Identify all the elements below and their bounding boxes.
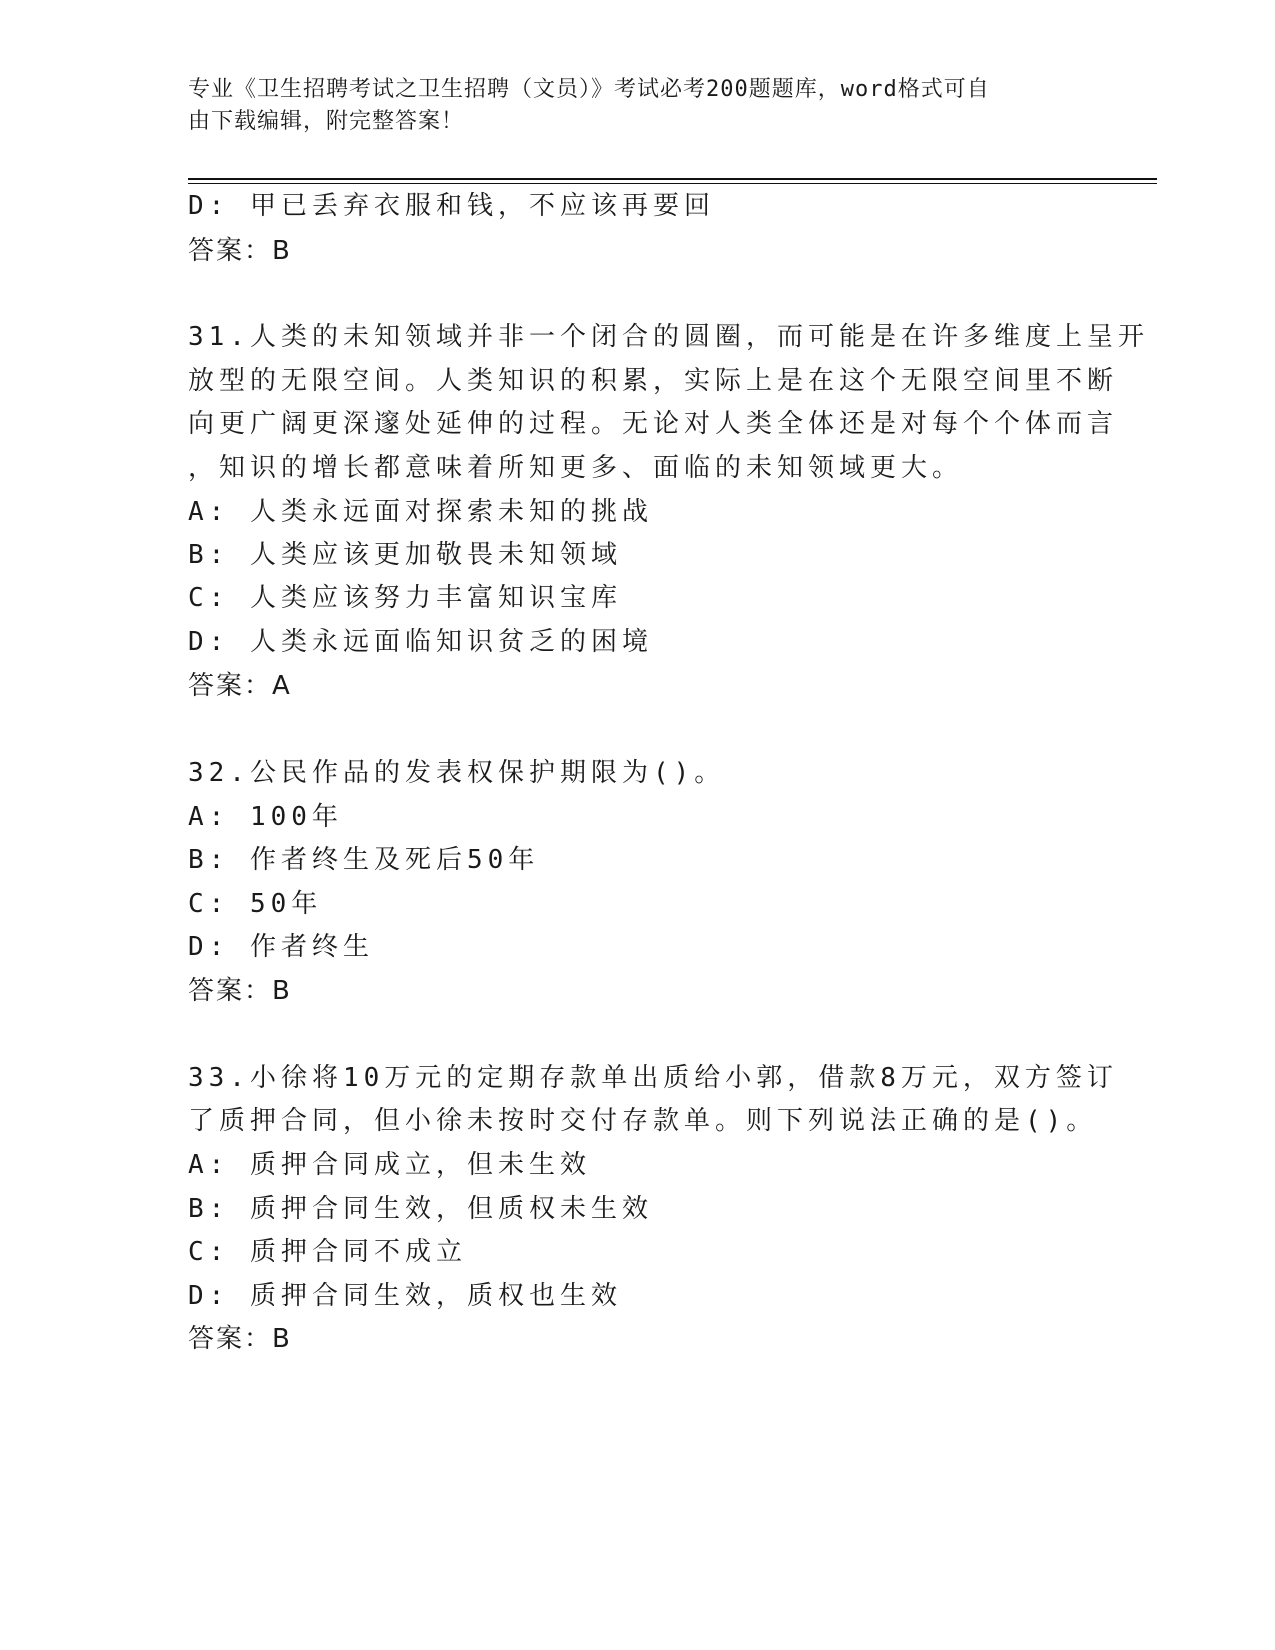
- header-line-2: 由下载编辑，附完整答案！: [188, 109, 465, 134]
- q31-option-a: A: 人类永远面对探索未知的挑战: [188, 497, 653, 527]
- q31-stem-line-2: 放型的无限空间。人类知识的积累，实际上是在这个无限空间里不断: [188, 366, 1119, 396]
- document-header: [188, 74, 1088, 138]
- q31-option-d: D: 人类永远面临知识贫乏的困境: [188, 627, 653, 657]
- q33-option-a: A: 质押合同成立，但未生效: [188, 1150, 591, 1180]
- header-divider-thin: [188, 183, 1157, 184]
- header-divider-thick: [188, 178, 1157, 180]
- q32-stem-line-1: 32.公民作品的发表权保护期限为()。: [188, 758, 726, 788]
- q32-answer: 答案：B: [188, 976, 292, 1006]
- q31-answer: 答案：A: [188, 671, 292, 701]
- q31-stem-line-1: 31.人类的未知领域并非一个闭合的圆圈，而可能是在许多维度上呈开: [188, 322, 1149, 352]
- q32-option-c: C: 50年: [188, 889, 323, 919]
- header-line-1: 专业《卫生招聘考试之卫生招聘（文员）》考试必考200题题库，word格式可自: [188, 77, 990, 102]
- q32-option-a: A: 100年: [188, 802, 343, 832]
- q31-option-b: B: 人类应该更加敬畏未知领域: [188, 540, 622, 570]
- prev-option-d: D: 甲已丢弃衣服和钱，不应该再要回: [188, 191, 715, 221]
- q32-option-d: D: 作者终生: [188, 932, 374, 962]
- q32-option-b: B: 作者终生及死后50年: [188, 845, 540, 875]
- q33-option-b: B: 质押合同生效，但质权未生效: [188, 1194, 653, 1224]
- q31-option-c: C: 人类应该努力丰富知识宝库: [188, 583, 622, 613]
- q33-stem-line-1: 33.小徐将10万元的定期存款单出质给小郭，借款8万元，双方签订: [188, 1063, 1118, 1093]
- q33-answer: 答案：B: [188, 1324, 292, 1354]
- q31-stem-line-4: ，知识的增长都意味着所知更多、面临的未知领域更大。: [188, 453, 964, 483]
- q33-option-c: C: 质押合同不成立: [188, 1237, 467, 1267]
- q33-option-d: D: 质押合同生效，质权也生效: [188, 1281, 622, 1311]
- q33-stem-line-2: 了质押合同，但小徐未按时交付存款单。则下列说法正确的是()。: [188, 1106, 1098, 1136]
- q31-stem-line-3: 向更广阔更深邃处延伸的过程。无论对人类全体还是对每个个体而言: [188, 409, 1119, 439]
- prev-answer: 答案：B: [188, 236, 292, 266]
